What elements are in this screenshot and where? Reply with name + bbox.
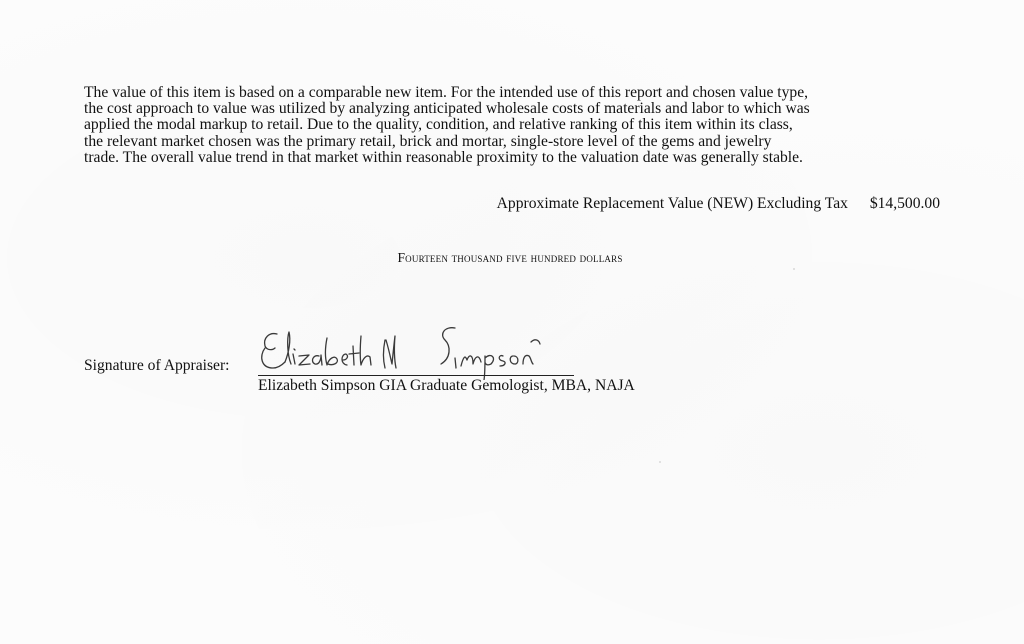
signature-line xyxy=(258,375,574,376)
amount-in-words xyxy=(0,250,1024,266)
appraiser-printed-name: Elizabeth Simpson GIA Graduate Gemologist, MBA, NAJA xyxy=(258,377,635,394)
replacement-value-amount: $14,500.00 xyxy=(869,195,940,212)
signature-label: Signature of Appraiser: xyxy=(84,357,230,374)
valuation-paragraph xyxy=(84,85,954,166)
paragraph-line: The value of this item is based on a comparable new item. For the intended use of this report and chosen value type, xyxy=(84,84,809,101)
paragraph-line: the relevant market chosen was the primary retail, brick and mortar, single-store level of the gems and jewelry xyxy=(84,132,772,150)
handwritten-signature xyxy=(255,318,555,380)
paragraph-line: trade. The overall value trend in that market within reasonable proximity to the valuation date was generally stable. xyxy=(84,148,803,166)
replacement-value-row xyxy=(497,195,940,213)
scan-speck xyxy=(659,461,661,463)
scan-speck xyxy=(793,268,795,270)
replacement-value-label: Approximate Replacement Value (NEW) Excluding Tax xyxy=(496,195,848,212)
paragraph-line: the cost approach to value was utilized by analyzing anticipated wholesale costs of materials and labor to which was xyxy=(84,100,810,118)
paragraph-line: applied the modal markup to retail. Due to the quality, condition, and relative ranking of this item within its class, xyxy=(84,116,793,134)
amount-in-words-text: Fourteen thousand five hundred dollars xyxy=(397,250,623,265)
